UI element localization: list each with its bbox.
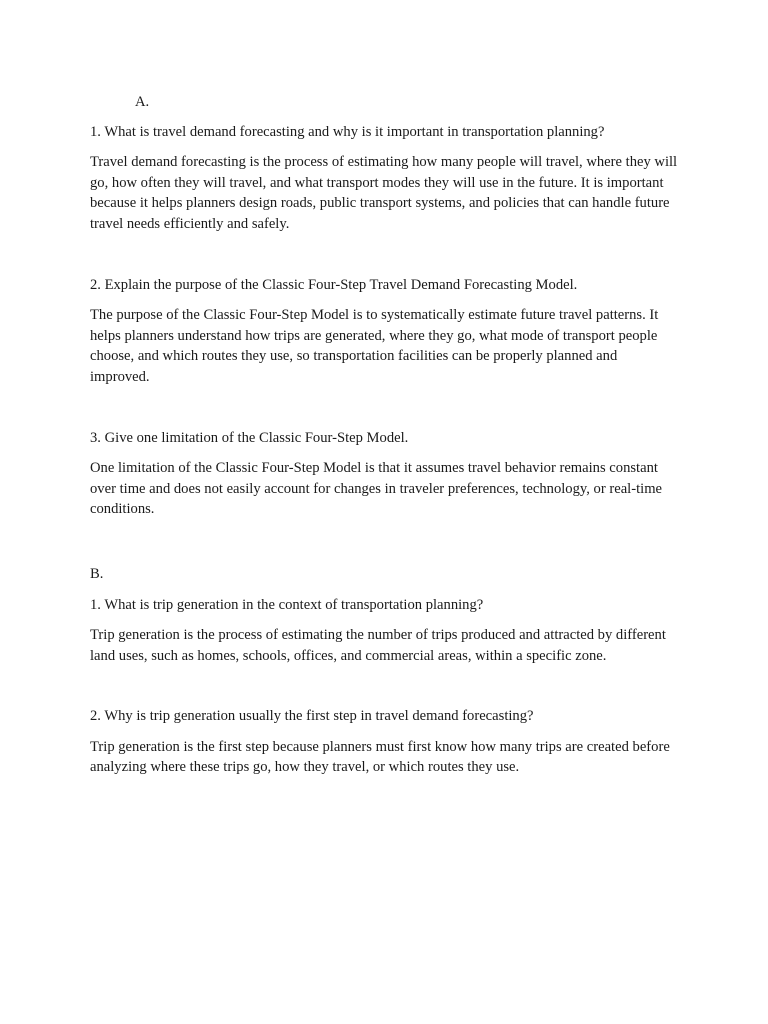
- section-a-question-3: 3. Give one limitation of the Classic Four-Step Model.: [90, 429, 409, 446]
- spacer: [90, 520, 680, 564]
- spacer: [90, 388, 680, 428]
- section-a-answer-3: One limitation of the Classic Four-Step Model is that it assumes travel behavior remains constant over time and does not easily account for changes in traveler preferences, technology, or real-time conditions.: [90, 460, 663, 518]
- section-a-heading: A.: [135, 94, 150, 110]
- section-b-heading: B.: [90, 565, 104, 582]
- section-b-question-2: 2. Why is trip generation usually the first step in travel demand forecasting?: [90, 708, 534, 725]
- section-a-question-1: 1. What is travel demand forecasting and why is it important in transportation planning?: [90, 123, 605, 140]
- section-b-question-1: 1. What is trip generation in the context of transportation planning?: [90, 596, 484, 613]
- section-b-answer-2: Trip generation is the first step because planners must first know how many trips are created before analyzing where these trips go, how they travel, or which routes they use.: [90, 738, 670, 776]
- section-b-answer-1: Trip generation is the process of estimating the number of trips produced and attracted by different land uses, such as homes, schools, offices, and commercial areas, within a specific zone.: [90, 627, 666, 664]
- spacer: [90, 666, 680, 706]
- section-a-question-2: 2. Explain the purpose of the Classic Four-Step Travel Demand Forecasting Model.: [90, 276, 578, 293]
- section-a-answer-1: Travel demand forecasting is the process of estimating how many people will travel, where they will go, how often they will travel, and what transport modes they will use in the future. It is important because it helps planners design roads, public transport systems, and policies that can handle future travel needs efficiently and safely.: [90, 154, 678, 232]
- spacer: [90, 235, 680, 275]
- section-a-answer-2: The purpose of the Classic Four-Step Model is to systematically estimate future travel patterns. It helps planners understand how trips are generated, where they go, what mode of transport people choose, and which routes they use, so transportation facilities can be properly planned and improved.: [90, 307, 659, 385]
- document-page: [90, 92, 680, 778]
